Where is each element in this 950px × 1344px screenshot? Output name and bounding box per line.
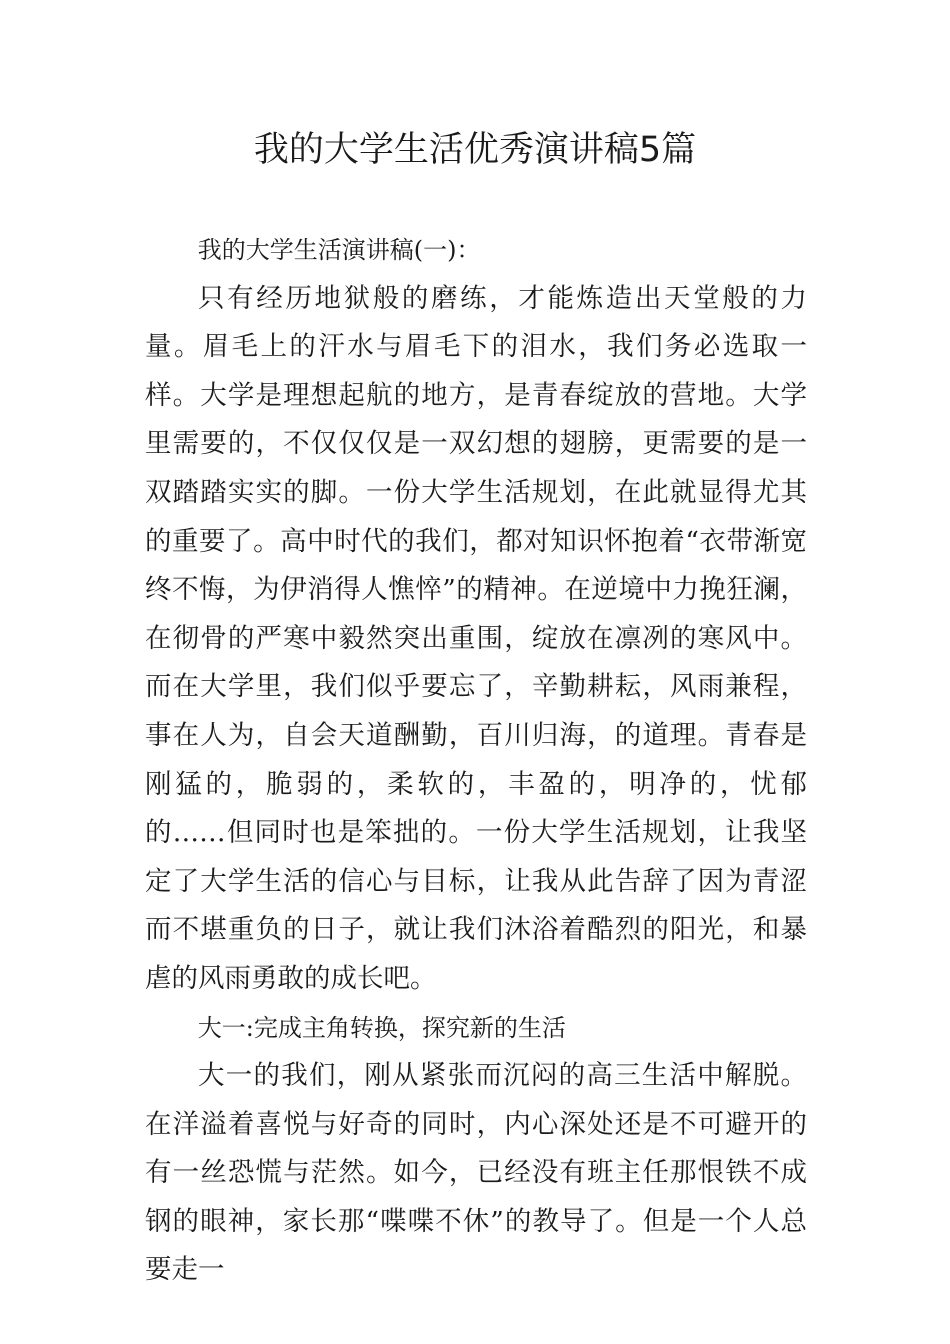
- section-heading: 大一:完成主角转换，探究新的生活: [197, 1013, 566, 1042]
- document-title: 我的大学生活优秀演讲稿5篇: [253, 130, 697, 170]
- body-paragraph: 只有经历地狱般的磨练，才能炼造出天堂般的力量。眉毛上的汗水与眉毛下的泪水，我们务必选取一样。大学是理想起航的地方，是青春绽放的营地。大学里需要的，不仅仅仅是一双幻想的翅膀，更需要的是一双踏踏实实的脚。一份大学生活规划，在此就显得尤其的重要了。高中时代的我们，都对知识怀抱着“衣带渐宽终不悔，为伊消得人憔悴”的精神。在逆境中力挽狂澜，在彻骨的严寒中毅然突出重围，绽放在凛冽的寒风中。而在大学里，我们似乎要忘了，辛勤耕耘，风雨兼程，事在人为，自会天道酬勤，百川归海，的道理。青春是刚猛的，脆弱的，柔软的，丰盈的，明净的，忧郁的……但同时也是笨拙的。一份大学生活规划，让我坚定了大学生活的信心与目标，让我从此告辞了因为青涩而不堪重负的日子，就让我们沐浴着酷烈的阳光，和暴虐的风雨勇敢的成长吧。: [145, 282, 807, 994]
- section-heading: 我的大学生活演讲稿(一)：: [197, 236, 481, 264]
- document-body: [145, 226, 807, 1295]
- body-paragraph: 大一的我们，刚从紧张而沉闷的高三生活中解脱。在洋溢着喜悦与好奇的同时，内心深处还是不可避开的有一丝恐慌与茫然。如今，已经没有班主任那恨铁不成钢的眼神，家长那“喋喋不休”的教导了。但是一个人总要走一: [145, 1060, 807, 1286]
